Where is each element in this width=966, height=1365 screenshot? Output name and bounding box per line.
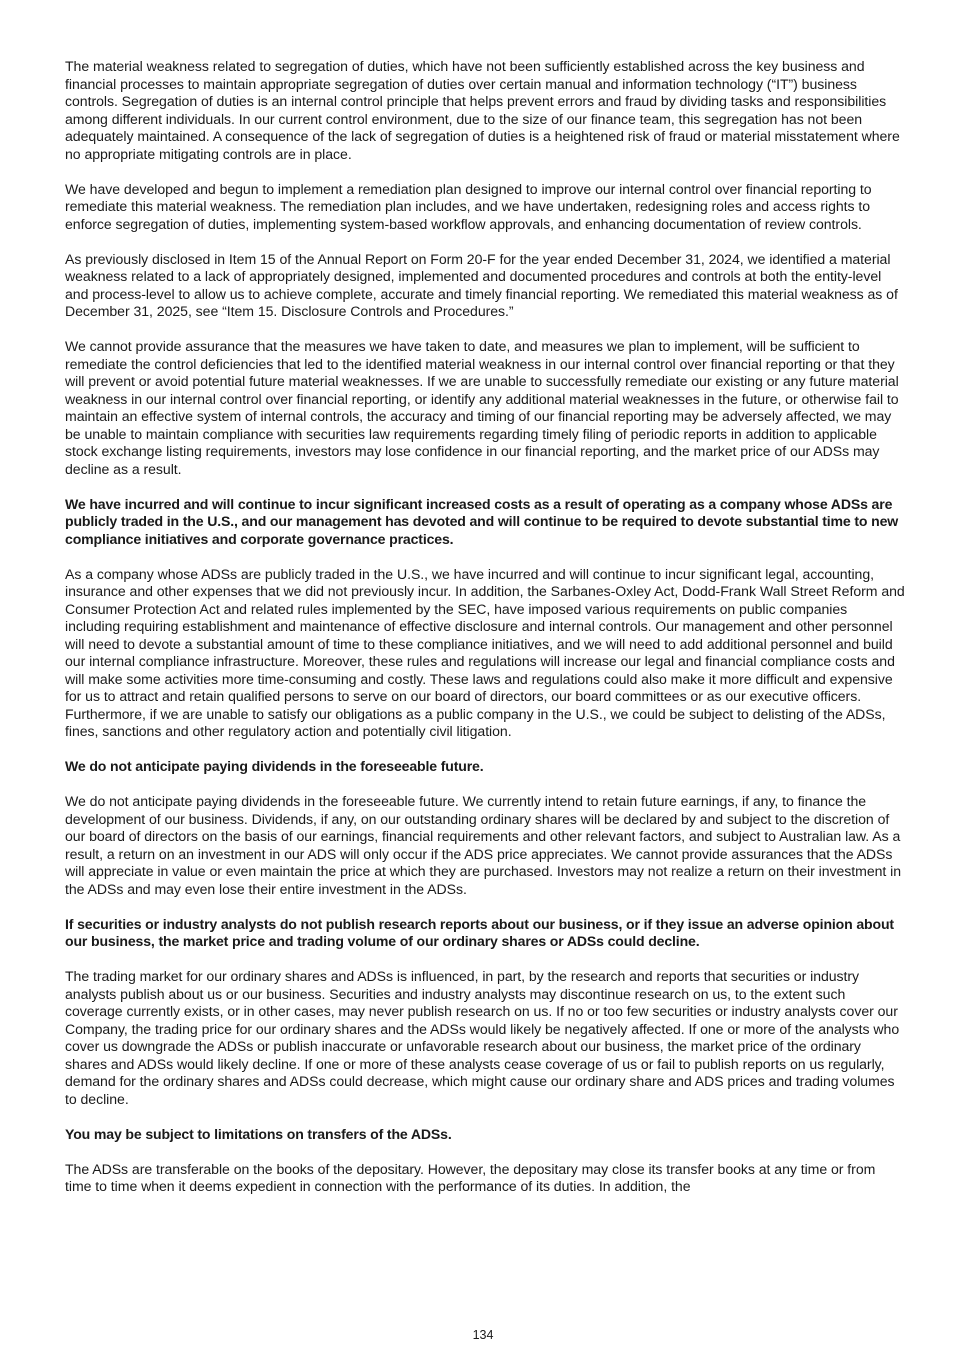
heading-dividends: We do not anticipate paying dividends in the foreseeable future. bbox=[65, 758, 484, 774]
document-body bbox=[65, 58, 905, 1213]
paragraph-compliance-costs: As a company whose ADSs are publicly traded in the U.S., we have incurred and will continue to incur significant legal, accounting, insurance and other expenses that we did not previously incur. In addition, the Sarbanes-Oxley Act, Dodd-Frank Wall Street Reform and Consumer Protection Act and related rules implemented by the SEC, have imposed various requirements on public companies including requiring establishment and maintenance of effective disclosure and internal controls. Our management and other personnel will need to devote a substantial amount of time to these compliance initiatives, and we will need to add additional personnel and build our internal compliance infrastructure. Moreover, these rules and regulations will increase our legal and financial compliance costs and will make some activities more time-consuming and costly. These laws and regulations could also make it more difficult and expensive for us to attract and retain qualified persons to serve on our board of directors, our board committees or as our executive officers. Furthermore, if we are unable to satisfy our obligations as a public company in the U.S., we could be subject to delisting of the ADSs, fines, sanctions and other regulatory action and potentially civil litigation. bbox=[65, 565, 905, 739]
heading-ads-transfer-limits: You may be subject to limitations on transfers of the ADSs. bbox=[65, 1125, 452, 1142]
heading-analyst-reports: If securities or industry analysts do not publish research reports about our business, or if they issue an adverse opinion about our business, the market price and trading volume of our ordinary shares or ADSs could decline. bbox=[65, 915, 894, 949]
page-number: 134 bbox=[472, 1328, 494, 1342]
paragraph-ads-transfer: The ADSs are transferable on the books of the depositary. However, the depositary may close its transfer books at any time or from time to time when it deems expedient in connection with the performance of its duties. In addition, the bbox=[65, 1160, 876, 1194]
paragraph-remediation-plan: We have developed and begun to implement a remediation plan designed to improve our internal control over financial reporting to remediate this material weakness. The remediation plan includes, and we have undertaken, redesigning roles and access rights to enforce segregation of duties, implementing system-based workflow approvals, and enhancing documentation of review controls. bbox=[65, 180, 872, 232]
paragraph-dividends: We do not anticipate paying dividends in the foreseeable future. We currently intend to retain future earnings, if any, to finance the development of our business. Dividends, if any, on our outstanding ordinary shares will be declared by and subject to the discretion of our board of directors on the basis of our earnings, financial requirements and other relevant factors, and subject to Australian law. As a result, a return on an investment in our ADS will only occur if the ADS price appreciates. We cannot provide assurances that the ADSs will appreciate in value or even maintain the price at which they are purchased. Investors may not realize a return on their investment in the ADSs and may even lose their entire investment in the ADSs. bbox=[65, 793, 902, 897]
paragraph-segregation-of-duties: The material weakness related to segregation of duties, which have not been sufficiently established across the key business and financial processes to maintain appropriate segregation of duties over certain manual and information technology (“IT”) business controls. Segregation of duties is an internal control principle that helps prevent errors and fraud by dividing tasks and responsibilities among different individuals. In our current control environment, due to the size of our finance team, this segregation has not been adequately maintained. A consequence of the lack of segregation of duties is a heightened risk of fraud or material misstatement where no appropriate mitigating controls are in place. bbox=[65, 58, 900, 162]
heading-increased-costs: We have incurred and will continue to incur significant increased costs as a result of operating as a company whose ADSs are publicly traded in the U.S., and our management has devoted and will continue to be required to devote substantial time to new compliance initiatives and corporate governance practices. bbox=[65, 495, 899, 547]
paragraph-prior-material-weakness: As previously disclosed in Item 15 of the Annual Report on Form 20-F for the year ended December 31, 2024, we identified a material weakness related to a lack of appropriately designed, implemented and documented procedures and controls at both the entity-level and process-level to allow us to achieve complete, accurate and timely financial reporting. We remediated this material weakness as of December 31, 2025, see “Item 15. Disclosure Controls and Procedures.” bbox=[65, 250, 898, 319]
paragraph-no-assurance: We cannot provide assurance that the measures we have taken to date, and measures we plan to implement, will be sufficient to remediate the control deficiencies that led to the identified material weakness in our internal control over financial reporting or that they will prevent or avoid potential future material weaknesses. If we are unable to successfully remediate our existing or any future material weakness in our internal control over financial reporting, or identify any additional material weaknesses in the future, or otherwise fail to maintain an effective system of internal controls, the accuracy and timing of our financial reporting may be adversely affected, we may be unable to maintain compliance with securities law requirements regarding timely filing of periodic reports in addition to applicable stock exchange listing requirements, investors may lose confidence in our financial reporting, and the market price of our ADSs may decline as a result. bbox=[65, 338, 899, 477]
paragraph-analyst-reports: The trading market for our ordinary shares and ADSs is influenced, in part, by the research and reports that securities or industry analysts publish about us or our business. Securities and industry analysts may discontinue research on us, to the extent such coverage currently exists, or in other cases, may never publish research on us. If no or too few securities or industry analysts cover our Company, the trading price for our ordinary shares and the ADSs would likely be negatively affected. If one or more of the analysts who cover us downgrade the ADSs or publish inaccurate or unfavorable research about our business, the market price of the ordinary shares and ADSs would likely decline. If one or more of these analysts cease coverage of us or fail to publish reports on us regularly, demand for the ordinary shares and ADSs could decrease, which might cause our ordinary share and ADS prices and trading volumes to decline. bbox=[65, 968, 900, 1107]
